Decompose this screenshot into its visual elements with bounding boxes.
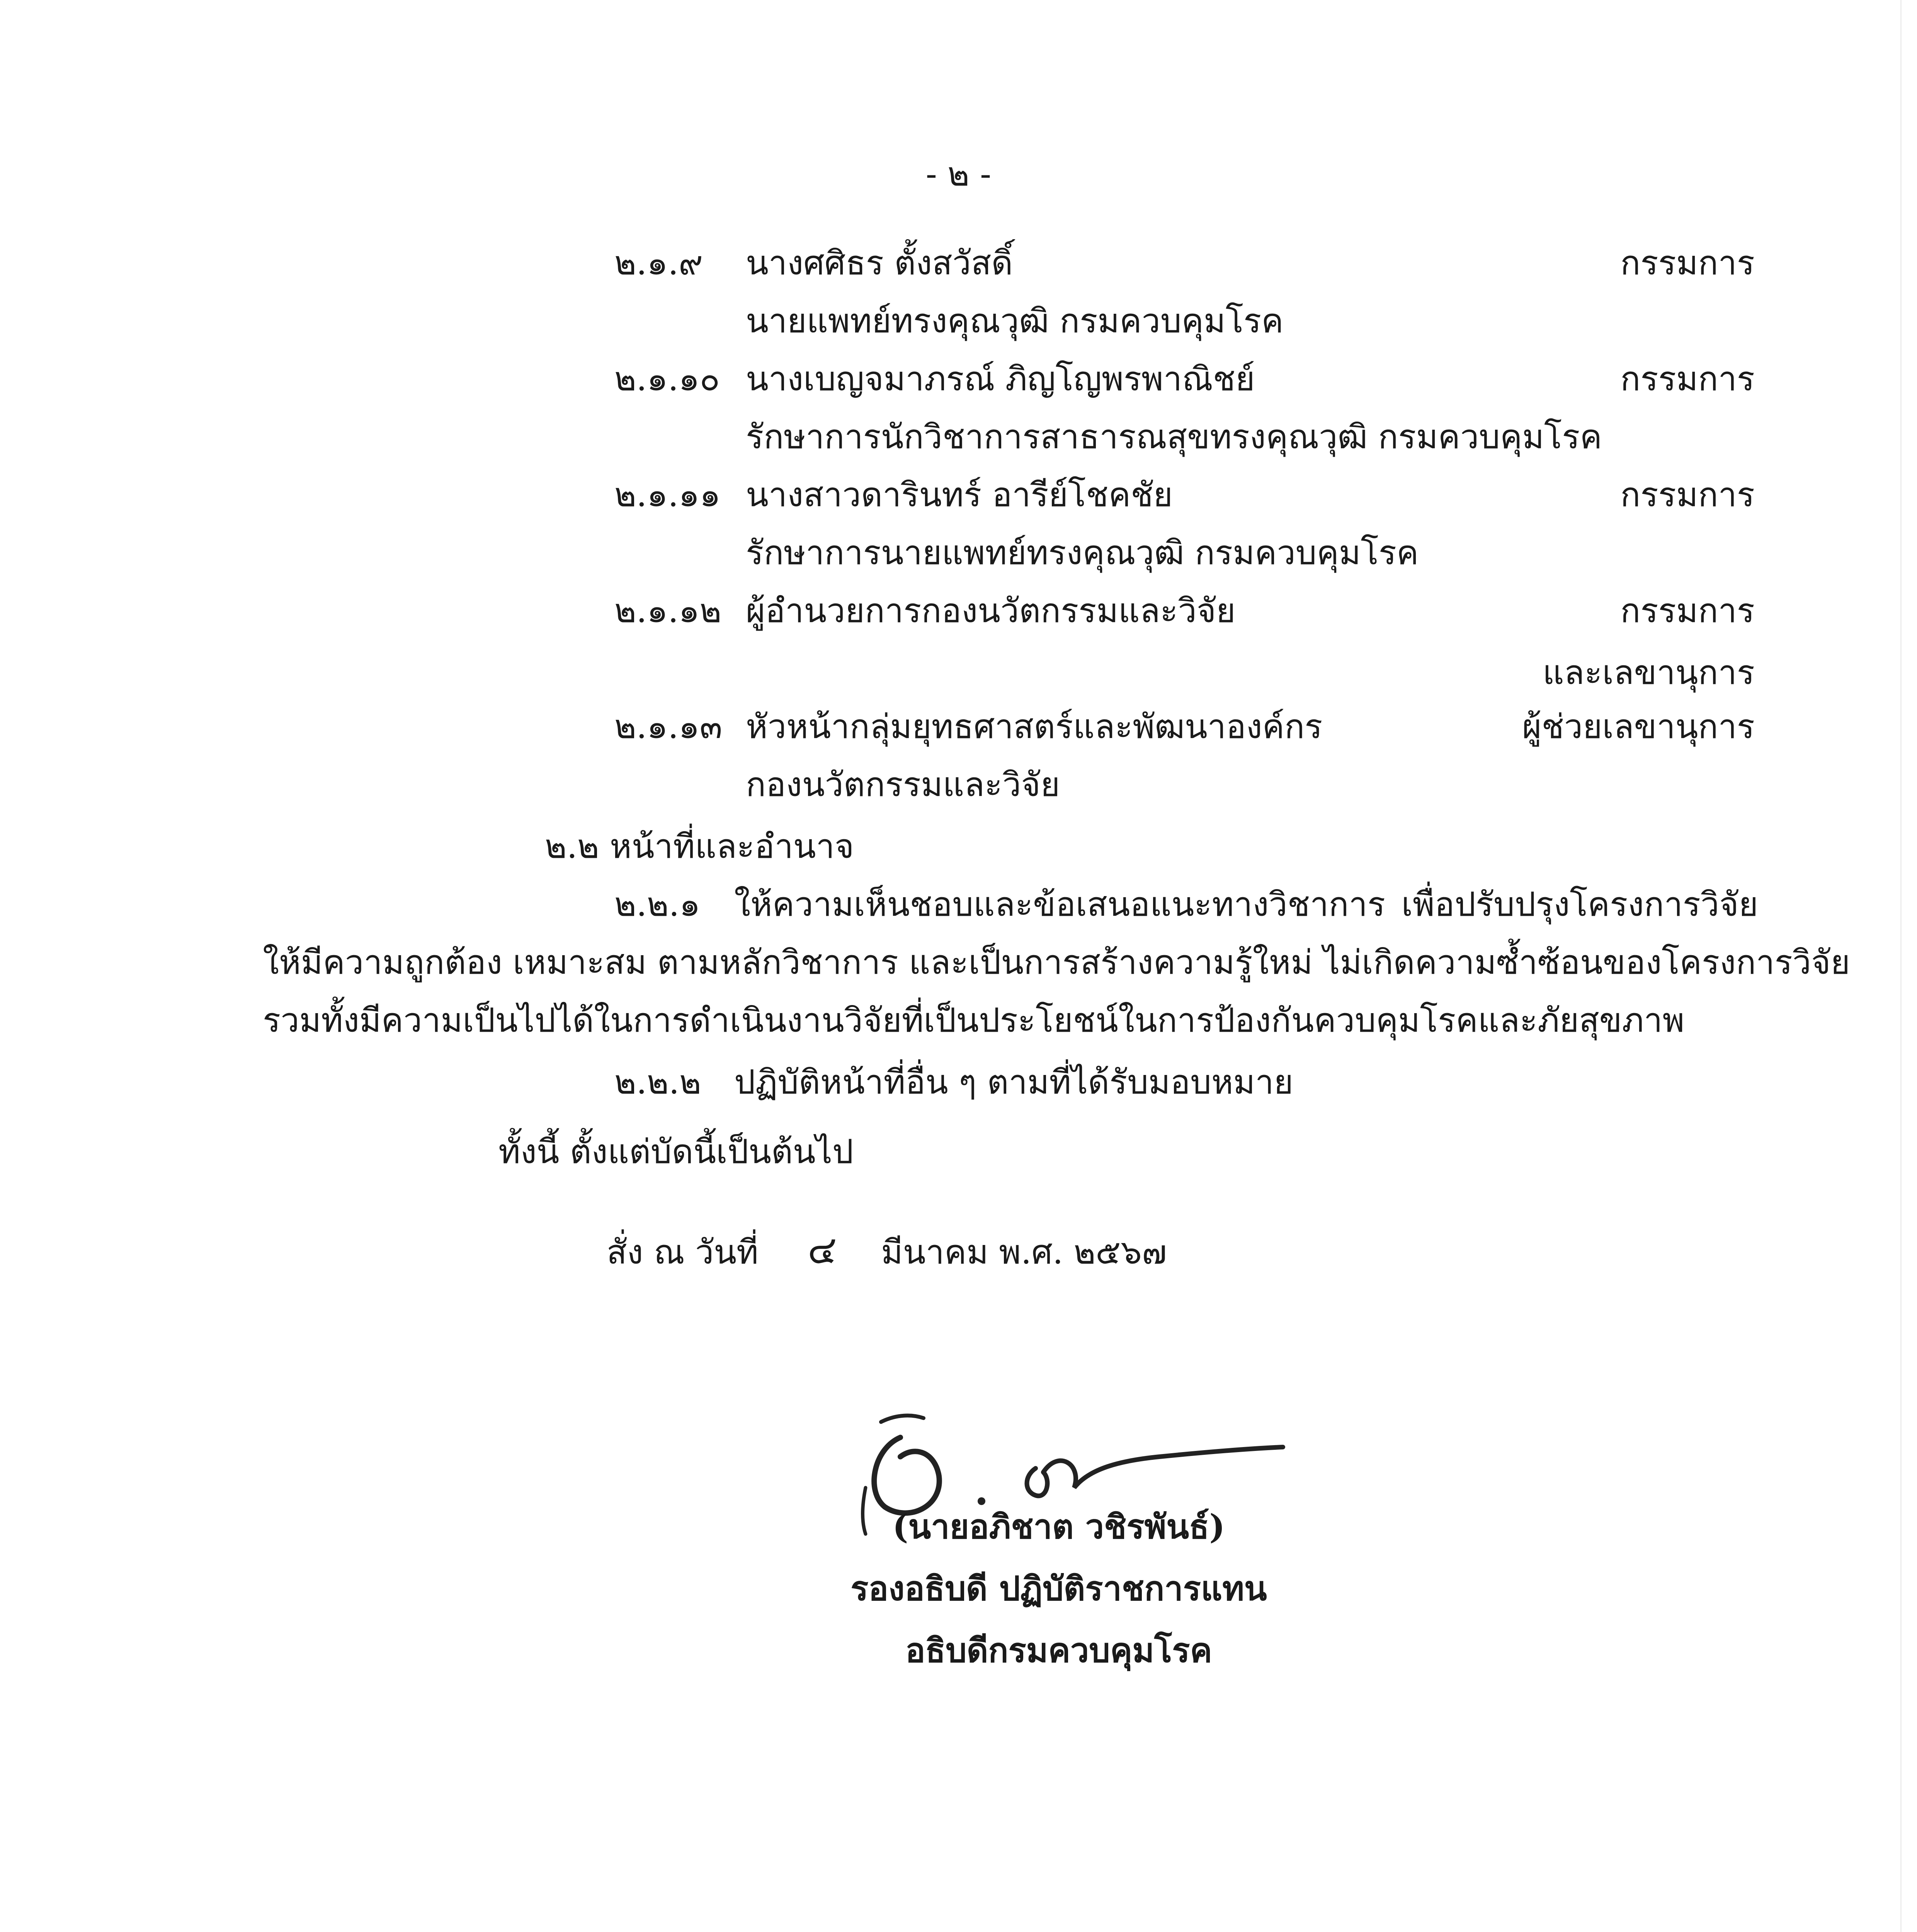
member-position: รักษาการนายแพทย์ทรงคุณวุฒิ กรมควบคุมโรค bbox=[746, 534, 1419, 572]
section-heading: ๒.๒ หน้าที่และอำนาจ bbox=[545, 827, 854, 866]
member-position: นายแพทย์ทรงคุณวุฒิ กรมควบคุมโรค bbox=[746, 302, 1284, 340]
member-name: หัวหน้ากลุ่มยุทธศาสตร์และพัฒนาองค์กร bbox=[746, 707, 1323, 746]
member-number: ๒.๑.๑๑ bbox=[614, 476, 721, 514]
member-name: นางศศิธร ตั้งสวัสดิ์ bbox=[746, 244, 1013, 282]
duty-text: ปฏิบัติหน้าที่อื่น ๆ ตามที่ได้รับมอบหมาย bbox=[734, 1063, 1293, 1102]
member-role-secretary: และเลขานุการ bbox=[1543, 653, 1755, 692]
duty-text-line: ให้มีความถูกต้อง เหมาะสม ตามหลักวิชาการ และเป็นการสร้างความรู้ใหม่ ไม่เกิดความซ้ำซ้อนของโครงการวิจัย bbox=[263, 943, 1850, 982]
signatory-title: อธิบดีกรมควบคุมโรค bbox=[905, 1631, 1213, 1670]
scan-edge-line bbox=[1900, 0, 1902, 1932]
member-role: กรรมการ bbox=[1620, 360, 1755, 398]
date-day: ๔ bbox=[808, 1227, 837, 1272]
member-number: ๒.๑.๑๓ bbox=[614, 707, 723, 746]
effective-clause: ทั้งนี้ ตั้งแต่บัดนี้เป็นต้นไป bbox=[498, 1133, 854, 1171]
duty-number: ๒.๒.๑ bbox=[614, 885, 701, 924]
signatory-name: (นายอภิชาต วชิรพันธ์) bbox=[892, 1507, 1225, 1546]
member-number: ๒.๑.๑๐ bbox=[614, 360, 720, 398]
signatory-title: รองอธิบดี ปฏิบัติราชการแทน bbox=[850, 1569, 1267, 1608]
member-position: รักษาการนักวิชาการสาธารณสุขทรงคุณวุฒิ กรมควบคุมโรค bbox=[746, 418, 1602, 456]
duty-text-line: ให้ความเห็นชอบและข้อเสนอแนะทางวิชาการ เพื่อปรับปรุงโครงการวิจัย bbox=[734, 885, 1758, 924]
page-number: - ๒ - bbox=[925, 155, 992, 194]
member-number: ๒.๑.๑๒ bbox=[614, 592, 722, 630]
member-number: ๒.๑.๙ bbox=[614, 244, 703, 282]
member-role: กรรมการ bbox=[1620, 592, 1755, 630]
date-prefix: สั่ง ณ วันที่ bbox=[607, 1233, 759, 1272]
date-month-year: มีนาคม พ.ศ. ๒๕๖๗ bbox=[881, 1233, 1167, 1272]
duty-text-line: รวมทั้งมีความเป็นไปได้ในการดำเนินงานวิจัยที่เป็นประโยชน์ในการป้องกันควบคุมโรคและภัยสุขภาพ bbox=[263, 1001, 1685, 1040]
duty-number: ๒.๒.๒ bbox=[614, 1063, 701, 1102]
member-name: ผู้อำนวยการกองนวัตกรรมและวิจัย bbox=[746, 592, 1236, 630]
member-name: นางสาวดารินทร์ อารีย์โชคชัย bbox=[746, 476, 1173, 514]
member-name: นางเบญจมาภรณ์ ภิญโญพรพาณิชย์ bbox=[746, 360, 1255, 398]
member-role: ผู้ช่วยเลขานุการ bbox=[1522, 707, 1755, 746]
member-role: กรรมการ bbox=[1620, 476, 1755, 514]
member-position: กองนวัตกรรมและวิจัย bbox=[746, 765, 1060, 804]
member-role: กรรมการ bbox=[1620, 244, 1755, 282]
